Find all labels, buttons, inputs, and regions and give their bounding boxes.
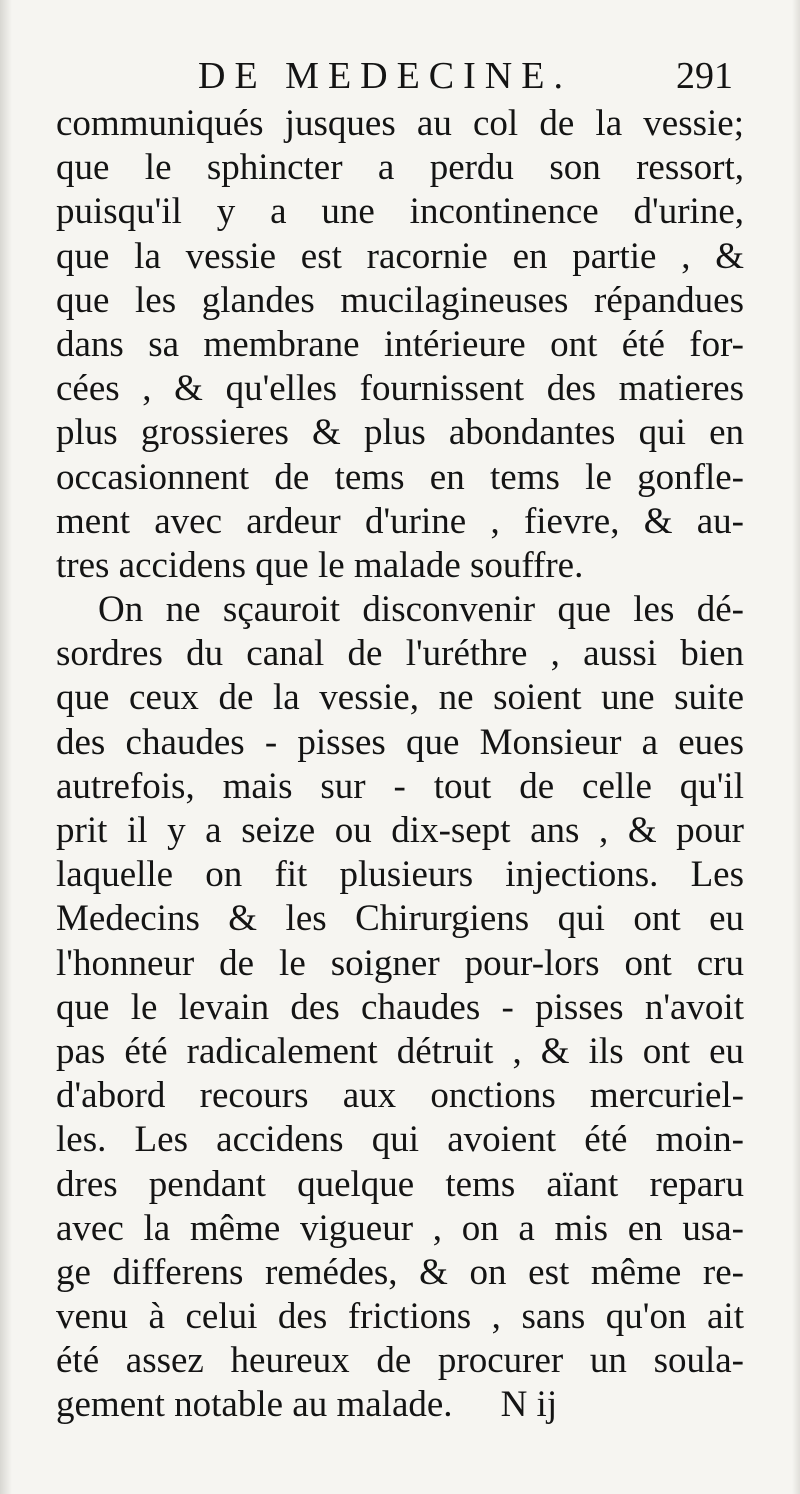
- text-line: venu à celui des frictions , sans qu'on ait: [56, 1296, 744, 1338]
- running-head-title: DE MEDECINE.: [198, 55, 572, 97]
- text-line: occasionnent de tems en tems le gonfle-: [56, 456, 744, 498]
- closing-text: gement notable au malade.: [56, 1384, 453, 1426]
- text-line: tres accidens que le malade souffre.: [56, 544, 584, 586]
- text-line: sordres du canal de l'uréthre , aussi bien: [56, 633, 744, 675]
- text-line: cées , & qu'elles fournissent des matieres: [56, 368, 744, 410]
- text-line: laquelle on fit plusieurs injections. Les: [56, 854, 744, 896]
- text-line: avec la même vigueur , on a mis en usa-: [56, 1207, 744, 1249]
- text-line: ge differens remédes, & on est même re-: [56, 1251, 744, 1293]
- text-line: les. Les accidens qui avoient été moin-: [56, 1119, 744, 1161]
- text-line: dans sa membrane intérieure ont été for-: [56, 323, 744, 365]
- text-line: que le levain des chaudes - pisses n'avoit: [56, 986, 744, 1028]
- text-line: que les glandes mucilagineuses répandues: [56, 279, 744, 321]
- signature-mark: N ij: [500, 1384, 558, 1426]
- page-gutter-shadow: [0, 0, 12, 1494]
- text-line: pas été radicalement détruit , & ils ont eu: [56, 1030, 744, 1072]
- text-line: que le sphincter a perdu son ressort,: [56, 147, 744, 189]
- text-line: d'abord recours aux onctions mercuriel-: [56, 1075, 744, 1117]
- text-line-last: [56, 1383, 744, 1427]
- text-line: On ne sçauroit disconvenir que les dé-: [98, 589, 744, 631]
- paragraph: [56, 588, 744, 1428]
- text-line: autrefois, mais sur - tout de celle qu'il: [56, 765, 744, 807]
- text-line: l'honneur de le soigner pour-lors ont cru: [56, 942, 744, 984]
- text-line: que la vessie est racornie en partie , &: [56, 235, 744, 277]
- text-line: communiqués jusques au col de la vessie;: [56, 103, 744, 144]
- running-head: [0, 52, 800, 100]
- text-line: plus grossieres & plus abondantes qui en: [56, 412, 744, 454]
- text-line: que ceux de la vessie, ne soient une suite: [56, 677, 744, 719]
- body-text: [56, 102, 744, 1428]
- text-line: prit il y a seize ou dix-sept ans , & pour: [56, 810, 744, 851]
- text-line: puisqu'il y a une incontinence d'urine,: [56, 191, 744, 233]
- text-line: Medecins & les Chirurgiens qui ont eu: [56, 898, 744, 940]
- page-number: 291: [676, 55, 733, 97]
- text-line: des chaudes - pisses que Monsieur a eues: [56, 721, 744, 763]
- text-line: été assez heureux de procurer un soula-: [56, 1340, 744, 1382]
- page-edge-shadow: [792, 0, 800, 1494]
- text-line: dres pendant quelque tems aïant reparu: [56, 1163, 744, 1205]
- text-line: ment avec ardeur d'urine , fievre, & au-: [56, 500, 744, 542]
- paragraph: [56, 102, 744, 588]
